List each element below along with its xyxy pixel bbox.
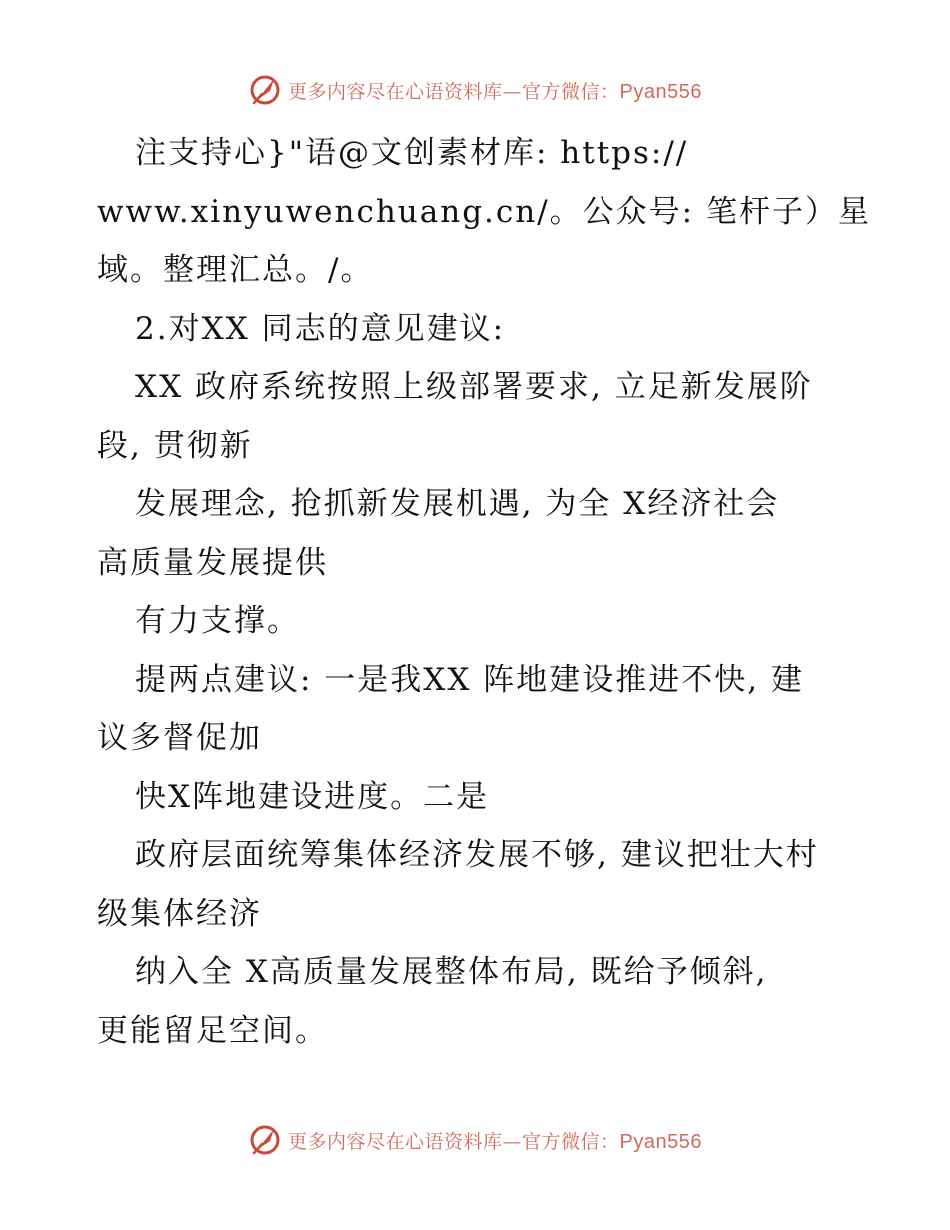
header-banner-separator: — bbox=[502, 80, 523, 103]
body-line: www.xinyuwenchuang.cn/。公众号: 笔杆子）星 bbox=[97, 193, 871, 230]
header-banner-account-label: 官方微信： bbox=[522, 80, 620, 103]
feather-pen-logo-icon bbox=[248, 1123, 282, 1157]
body-line: 级集体经济 bbox=[97, 895, 262, 932]
header-banner-account-id: Pyan556 bbox=[619, 80, 702, 103]
footer-banner-slogan: 更多内容尽在心语资料库 bbox=[288, 1130, 503, 1153]
body-line: 2.对XX 同志的意见建议: bbox=[135, 310, 506, 347]
body-line: 注支持心}"语@文创素材库: https:// bbox=[135, 135, 689, 171]
header-banner-slogan: 更多内容尽在心语资料库 bbox=[288, 80, 503, 103]
footer-banner-account-label: 官方微信： bbox=[522, 1130, 620, 1153]
header-banner-text bbox=[288, 77, 702, 104]
footer-banner-account-id: Pyan556 bbox=[619, 1130, 702, 1153]
body-line: 高质量发展提供 bbox=[97, 544, 328, 581]
body-line: 更能留足空间。 bbox=[97, 1012, 328, 1049]
body-line: 有力支撑。 bbox=[135, 603, 300, 639]
body-line: 域。整理汇总。/。 bbox=[97, 252, 374, 288]
body-line: 提两点建议: 一是我XX 阵地建设推进不快, 建 bbox=[135, 661, 804, 698]
body-line: XX 政府系统按照上级部署要求, 立足新发展阶 bbox=[135, 369, 813, 405]
document-body bbox=[97, 124, 871, 1060]
body-line: 议多督促加 bbox=[97, 720, 262, 756]
footer-banner bbox=[0, 1120, 950, 1160]
feather-pen-logo-icon bbox=[248, 73, 282, 107]
footer-banner-text bbox=[288, 1127, 702, 1154]
footer-banner-separator: — bbox=[502, 1130, 523, 1153]
body-line: 发展理念, 抢抓新发展机遇, 为全 X经济社会 bbox=[135, 486, 780, 522]
body-line: 政府层面统筹集体经济发展不够, 建议把壮大村 bbox=[135, 837, 819, 873]
body-line: 快X阵地建设进度。二是 bbox=[135, 778, 490, 815]
body-line: 段, 贯彻新 bbox=[97, 427, 253, 464]
header-banner bbox=[0, 70, 950, 110]
body-line: 纳入全 X高质量发展整体布局, 既给予倾斜, bbox=[135, 954, 768, 990]
